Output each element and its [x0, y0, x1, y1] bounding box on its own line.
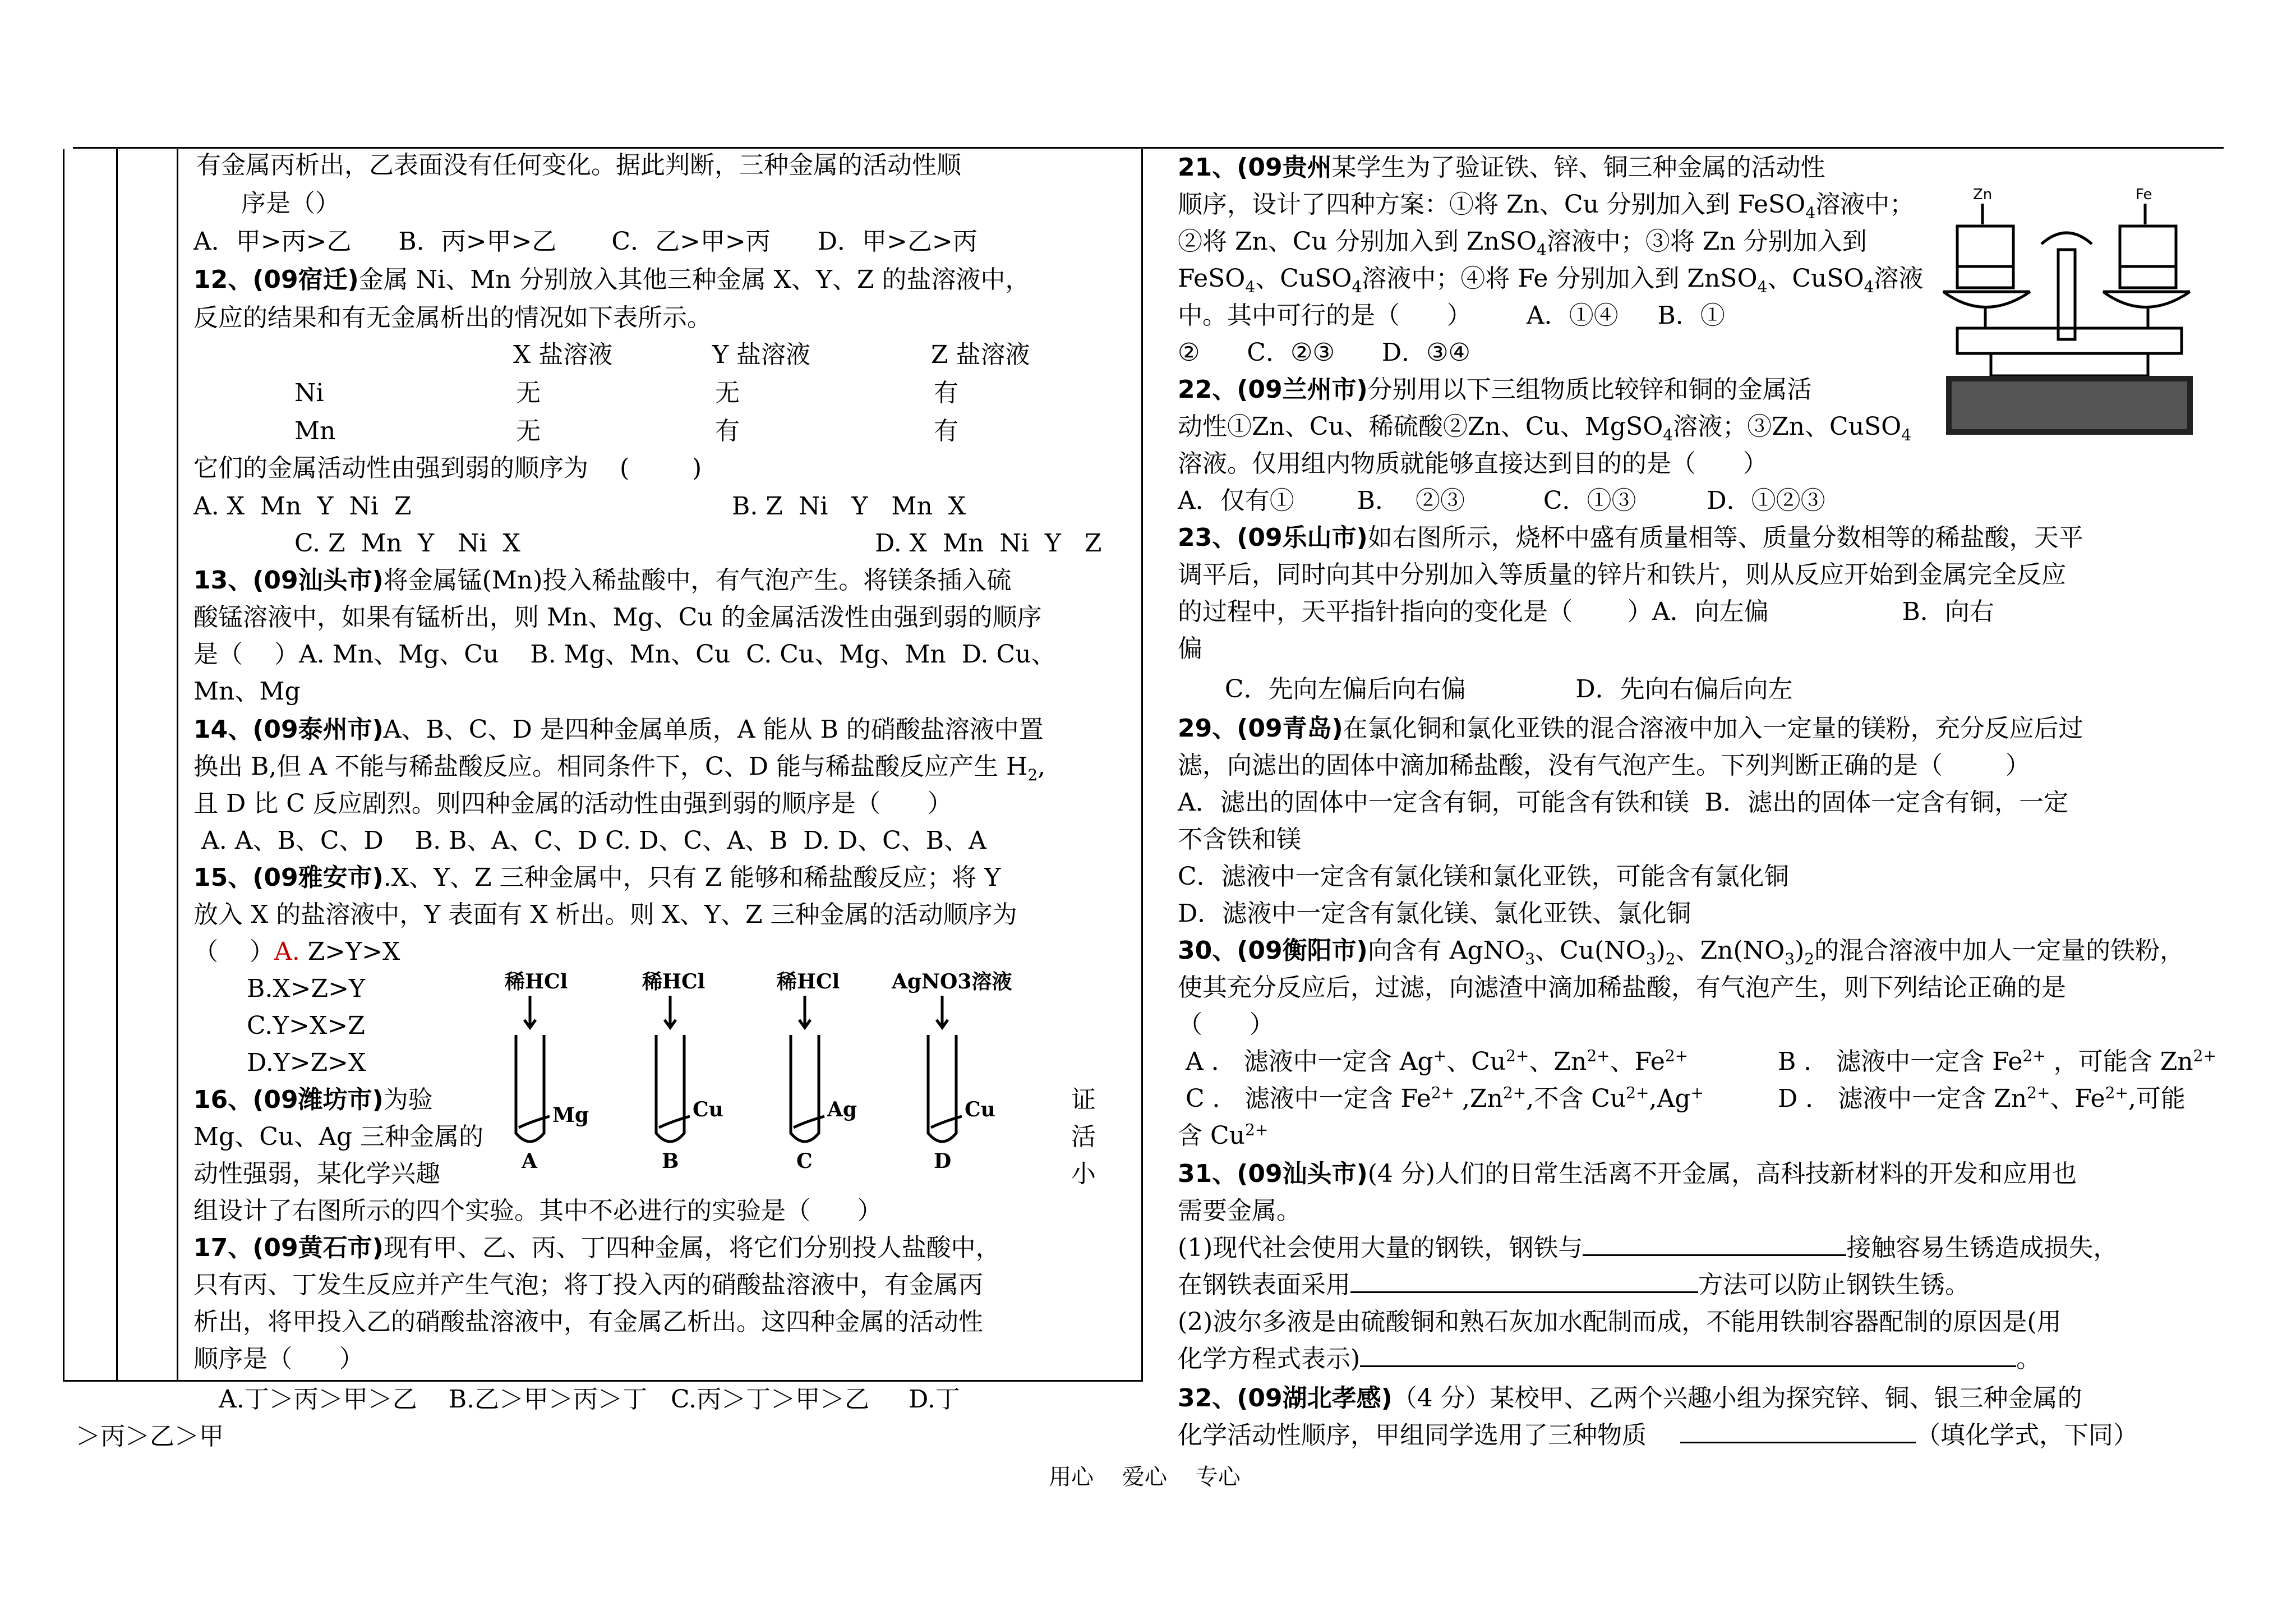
q12-stem-1: 金属 Ni、Mn 分别放入其他三种金属 X、Y、Z 的盐溶液中， — [358, 265, 1030, 294]
q15-text-1: .X、Y、Z 三种金属中，只有 Z 能够和稀盐酸反应；将 Y — [383, 863, 1001, 892]
q23-line-1 — [1178, 519, 2083, 556]
q30-line-2: 使其充分反应后，过滤，向滤渣中滴加稀盐酸，有气泡产生，则下列结论正确的是 — [1178, 973, 2066, 1002]
q16-text-3a: 动性强弱，某化学兴趣 — [193, 1160, 440, 1188]
q11-options: A．甲>丙>乙 B．丙>甲>乙 C．乙>甲>丙 D．甲>乙>丙 — [193, 227, 978, 256]
q31-line-3: (1)现代社会使用大量的钢铁，钢铁与 接触容易生锈造成损失， — [1178, 1230, 2118, 1267]
q22-line-2: 动性①Zn、Cu、稀硫酸②Zn、Cu、MgSO$_4$溶液；③Zn、CuSO$_4$ — [1178, 412, 1912, 444]
q29-number: 29、 — [1178, 714, 1237, 743]
fig-label-d: AgNO3溶液 — [892, 970, 1012, 993]
q16-source: (09潍坊市) — [252, 1085, 384, 1114]
q22-line-3: 溶液。仅用组内物质就能够直接达到目的的是（ ） — [1178, 449, 1768, 478]
q12-number: 12、 — [193, 265, 253, 294]
beaker-right — [2120, 226, 2176, 288]
q32-blank-1[interactable] — [1680, 1419, 1916, 1443]
q32-text-1: （4 分）某校甲、乙两个兴趣小组为探究锌、铜、银三种金属的 — [1392, 1384, 2082, 1413]
q14-line-3: 且 D 比 C 反应剧烈。则四种金属的活动性由强到弱的顺序是（ ） — [193, 789, 952, 818]
q31-line-4: 在钢铁表面采用 方法可以防止钢铁生锈。 — [1178, 1267, 1970, 1304]
q29-line-2: 滤，向滤出的固体中滴加稀盐酸，没有气泡产生。下列判断正确的是（ ） — [1178, 751, 2030, 780]
test-tube-figure — [499, 965, 1094, 1172]
q29-line-1 — [1178, 710, 2083, 747]
q21-text-1: 某学生为了验证铁、锌、铜三种金属的活动性 — [1331, 153, 1825, 182]
q17-options: A.丁＞丙＞甲＞乙 B.乙＞甲＞丙＞丁 C.丙＞丁＞甲＞乙 D.丁 — [219, 1385, 960, 1414]
q12-row-ni-y: 无 — [715, 379, 740, 407]
q21-text-2-end: 溶液中； — [1815, 190, 1915, 219]
q16-line-1 — [193, 1082, 433, 1119]
q22-line-1 — [1178, 371, 1812, 408]
q13-line-4: Mn、Mg — [193, 677, 301, 706]
q21-text-3: ②将 Zn、Cu 分别加入到 ZnSO — [1178, 227, 1537, 256]
q23-number: 23、 — [1178, 523, 1237, 552]
q21-line-2: 顺序，设计了四种方案：①将 Zn、Cu 分别加入到 FeSO$_4$溶液中； — [1178, 190, 1915, 222]
balance-figure — [1935, 182, 2204, 440]
q30-text-1b: 、Cu(NO — [1535, 936, 1646, 965]
q12-row-ni-z: 有 — [934, 379, 958, 407]
fig-label-b: 稀HCl — [642, 970, 706, 993]
q14-source: (09泰州市) — [252, 715, 384, 744]
q13-number: 13、 — [193, 566, 253, 595]
q12-row-mn-label: Mn — [294, 417, 336, 445]
q15-option-c: C.Y>X>Z — [247, 1011, 365, 1040]
q31-number: 31、 — [1178, 1160, 1237, 1188]
q13-line-2: 酸锰溶液中，如果有锰析出，则 Mn、Mg、Cu 的金属活泼性由强到弱的顺序 — [193, 603, 1042, 632]
q12-line-1 — [193, 261, 1030, 298]
q30-option-a: A ． 滤液中一定含 Ag+、$Cu^{2+}$、$Zn^{2+}$、$Fe^{2+}$ — [1178, 1046, 1689, 1076]
q21-line-6: ② C．②③ D．③④ — [1178, 338, 1471, 367]
q17-source: (09黄石市) — [252, 1234, 384, 1262]
q22-options: A．仅有① B． ②③ C．①③ D．①②③ — [1178, 486, 1825, 515]
q12-row-mn-z: 有 — [934, 417, 958, 445]
q21-number: 21、 — [1178, 153, 1237, 182]
q14-text-2: 换出 B,但 A 不能与稀盐酸反应。相同条件下，C、D 能与稀盐酸反应产生 H — [193, 752, 1028, 781]
q29-source: (09青岛) — [1237, 714, 1343, 743]
metal-b: Cu — [693, 1098, 723, 1121]
q30-source: (09衡阳市) — [1237, 936, 1368, 965]
q16-text-2b: 活 — [1071, 1122, 1096, 1151]
q31-blank-1[interactable] — [1583, 1232, 1846, 1256]
q17-number: 17、 — [193, 1234, 253, 1262]
q32-source: (09湖北孝感) — [1237, 1384, 1393, 1413]
metal-a: Mg — [552, 1103, 589, 1127]
q15-option-a — [193, 933, 400, 970]
q22-text-1: 分别用以下三组物质比较锌和铜的金属活 — [1367, 375, 1812, 404]
q30-text-1c: ) — [1656, 936, 1666, 965]
q23-source: (09乐山市) — [1237, 523, 1368, 552]
q15-line-1 — [193, 859, 1001, 896]
q22-text-2b: 溶液；③Zn、CuSO — [1673, 412, 1902, 441]
q12-option-a: A. X Mn Y Ni Z — [193, 492, 412, 521]
q15-paren: （ ） — [193, 937, 274, 966]
fig-label-c: 稀HCl — [777, 970, 840, 993]
q30-option-c: C ． 滤液中一定含 $Fe^{2+}$ $,Zn^{2+}$,不含 $Cu^{2+},Ag^+$ — [1178, 1083, 1704, 1113]
q21-line-4: FeSO$_4$、CuSO$_4$溶液中；④将 Fe 分别加入到 ZnSO$_4$、CuSO$_4$溶液 — [1178, 264, 1924, 296]
q12-header-z: Z 盐溶液 — [931, 341, 1030, 369]
tube-letter-a: A — [522, 1149, 537, 1172]
q30-line-1: 30、(09衡阳市)向含有 AgNO$_3$、$Cu(NO_3)_2$、$Zn(NO_3)_2$的混合溶液中加人一定量的铁粉， — [1178, 936, 2185, 968]
q11-line-1: 有金属丙析出，乙表面没有任何变化。据此判断，三种金属的活动性顺 — [196, 151, 961, 180]
q23-text-1: 如右图所示，烧杯中盛有质量相等、质量分数相等的稀盐酸，天平 — [1367, 523, 2083, 552]
q12-stem-2: 反应的结果和有无金属析出的情况如下表所示。 — [193, 303, 712, 332]
q12-row-mn-y: 有 — [715, 417, 740, 445]
q21-source: (09贵州 — [1237, 153, 1332, 182]
scale-column — [2058, 250, 2075, 339]
q29-text-1: 在氯化铜和氯化亚铁的混合溶液中加入一定量的镁粉，充分反应后过 — [1343, 714, 2083, 743]
q12-question: 它们的金属活动性由强到弱的顺序为 ( ) — [193, 454, 702, 482]
q14-text-1: A、B、C、D 是四种金属单质，A 能从 B 的硝酸盐溶液中置 — [383, 715, 1044, 744]
q31-line-5: (2)波尔多液是由硫酸铜和熟石灰加水配制而成，不能用铁制容器配制的原因是(用 — [1178, 1308, 2062, 1336]
q14-options: A. A、B、C、D B. B、A、C、D C. D、C、A、B D. D、C、B、A — [193, 826, 986, 855]
q17-line-4: 顺序是（ ） — [193, 1345, 364, 1373]
tube-letter-b: B — [662, 1149, 679, 1172]
q23-line-4: 偏 — [1178, 634, 1202, 663]
q12-source: (09宿迁) — [252, 265, 359, 294]
q17-options-cont: ＞丙＞乙＞甲 — [76, 1422, 224, 1451]
q30-option-d-cont: 含 $Cu^{2+}$ — [1178, 1120, 1269, 1150]
q15-option-b: B.X>Z>Y — [247, 974, 365, 1003]
q15-option-a-letter: A. — [274, 937, 300, 966]
q22-source: (09兰州市) — [1237, 375, 1368, 404]
q30-text-1f: 的混合溶液中加人一定量的铁粉， — [1814, 936, 2185, 965]
q22-text-2a: 动性①Zn、Cu、稀硫酸②Zn、Cu、MgSO — [1178, 412, 1663, 441]
q11-line-2: 序是（） — [241, 189, 340, 218]
q29-line-3: A．滤出的固体中一定含有铜，可能含有铁和镁 B．滤出的固体一定含有铜，一定 — [1178, 788, 2069, 817]
q12-option-c: C. Z Mn Y Ni X — [294, 529, 520, 558]
q16-text-3b: 小 — [1071, 1160, 1096, 1188]
q21-text-4: FeSO — [1178, 264, 1246, 293]
q12-option-d: D. X Mn Ni Y Z — [875, 529, 1102, 558]
q22-number: 22、 — [1178, 375, 1237, 404]
q21-text-4b: 、CuSO — [1255, 264, 1352, 293]
q31-text-1: (4 分)人们的日常生活离不开金属，高科技新材料的开发和应用也 — [1367, 1160, 2077, 1188]
margin-rule-1 — [116, 149, 118, 1380]
q13-source: (09汕头市) — [252, 566, 384, 595]
q16-number: 16、 — [193, 1085, 253, 1114]
q30-text-1e: ) — [1795, 936, 1805, 965]
balance-label-fe: Fe — [2136, 186, 2152, 203]
q21-text-3b: 溶液中；③将 Zn 分别加入到 — [1546, 227, 1867, 256]
q23-line-3: 的过程中，天平指针指向的变化是（ ）A．向左偏 B．向右 — [1178, 597, 1994, 626]
q30-option-b: B ． 滤液中一定含 $Fe^{2+}$ ，可能含 $Zn^{2+}$ — [1778, 1046, 2216, 1076]
q31-line-6: 化学方程式表示) 。 — [1178, 1341, 2041, 1378]
beaker-left — [1957, 226, 2013, 288]
margin-rule-2 — [177, 149, 178, 1380]
q32-line-1 — [1178, 1380, 2082, 1417]
q12-row-ni-label: Ni — [294, 379, 324, 407]
q12-option-b: B. Z Ni Y Mn X — [732, 492, 966, 521]
q31-source: (09汕头市) — [1237, 1160, 1368, 1188]
q21-text-4c: 溶液中；④将 Fe 分别加入到 ZnSO — [1362, 264, 1758, 293]
q14-number: 14、 — [193, 715, 253, 744]
q21-text-4d: 、CuSO — [1767, 264, 1864, 293]
q23-line-5: C．先向左偏后向右偏 D．先向右偏后向左 — [1178, 675, 1793, 703]
q32-number: 32、 — [1178, 1384, 1237, 1413]
q30-text-1: 向含有 AgNO — [1367, 936, 1525, 965]
metal-d: Cu — [965, 1098, 995, 1121]
q31-line-1 — [1178, 1156, 2077, 1193]
q29-line-5: C．滤液中一定含有氯化镁和氯化亚铁，可能含有氯化铜 — [1178, 862, 1789, 891]
q13-line-1 — [193, 562, 1011, 599]
q17-line-3: 析出，将甲投入乙的硝酸盐溶液中，有金属乙析出。这四种金属的活动性 — [193, 1308, 983, 1336]
scale-dial — [2041, 233, 2092, 244]
q16-line-4: 组设计了右图所示的四个实验。其中不必进行的实验是（ ） — [193, 1197, 882, 1225]
q15-number: 15、 — [193, 863, 253, 892]
tube-letter-c: C — [796, 1149, 813, 1172]
q32-line-2: 化学活动性顺序，甲组同学选用了三种物质 （填化学式，下同） — [1178, 1417, 2138, 1454]
q14-line-2: 换出 B,但 A 不能与稀盐酸反应。相同条件下，C、D 能与稀盐酸反应产生 $H_2$, — [193, 752, 1046, 784]
q15-line-2: 放入 X 的盐溶液中，Y 表面有 X 析出。则 X、Y、Z 三种金属的活动顺序为 — [193, 900, 1017, 929]
q16-text-1a: 为验 — [383, 1085, 433, 1114]
q21-text-4e: 溶液 — [1874, 264, 1924, 293]
q30-text-1d: 、Zn(NO — [1675, 936, 1785, 965]
q31-blank-3[interactable] — [1360, 1343, 2016, 1367]
q13-text-1: 将金属锰(Mn)投入稀盐酸中，有气泡产生。将镁条插入硫 — [383, 566, 1012, 595]
q21-line-5: 中。其中可行的是（ ） A．①④ B．① — [1178, 301, 1725, 330]
q15-option-a-text: Z>Y>X — [299, 937, 400, 966]
page-footer: 用心 爱心 专心 — [1049, 1464, 1241, 1490]
fig-label-a: 稀HCl — [505, 970, 568, 993]
q12-row-ni-x: 无 — [516, 379, 541, 407]
balance-label-zn: Zn — [1973, 186, 1993, 203]
q13-line-3: 是（ ）A. Mn、Mg、Cu B. Mg、Mn、Cu C. Cu、Mg、Mn D. Cu、 — [193, 640, 1056, 669]
q30-option-d: D ． 滤液中一定含 $Zn^{2+}$、$Fe^{2+}$,可能 — [1778, 1083, 2186, 1113]
q29-line-4: 不含铁和镁 — [1178, 825, 1301, 854]
tube-letter-d: D — [934, 1149, 952, 1172]
q31-blank-2[interactable] — [1350, 1269, 1698, 1293]
q21-text-2: 顺序，设计了四种方案：①将 Zn、Cu 分别加入到 FeSO — [1178, 190, 1806, 219]
q14-line-1 — [193, 711, 1044, 748]
q17-line-1 — [193, 1230, 1001, 1267]
q21-line-3: ②将 Zn、Cu 分别加入到 ZnSO$_4$溶液中；③将 Zn 分别加入到 — [1178, 227, 1867, 259]
q30-line-3: （ ） — [1178, 1010, 1274, 1039]
q12-header-x: X 盐溶液 — [513, 341, 613, 369]
q21-line-1 — [1178, 149, 1825, 186]
metal-c: Ag — [827, 1098, 857, 1121]
q17-text-1: 现有甲、乙、丙、丁四种金属，将它们分别投人盐酸中， — [383, 1234, 1001, 1262]
q30-number: 30、 — [1178, 936, 1237, 965]
q29-line-6: D．滤液中一定含有氯化镁、氯化亚铁、氯化铜 — [1178, 899, 1691, 928]
q16-text-2a: Mg、Cu、Ag 三种金属的 — [193, 1122, 484, 1151]
q12-row-mn-x: 无 — [516, 417, 541, 445]
q15-source: (09雅安市) — [252, 863, 384, 892]
q17-line-2: 只有丙、丁发生反应并产生气泡；将丁投入丙的硝酸盐溶液中，有金属丙 — [193, 1271, 983, 1299]
q31-line-2: 需要金属。 — [1178, 1197, 1301, 1225]
q12-header-y: Y 盐溶液 — [712, 341, 811, 369]
q16-text-1b: 证 — [1071, 1085, 1096, 1114]
q15-option-d: D.Y>Z>X — [247, 1048, 366, 1077]
q23-line-2: 调平后，同时向其中分别加入等质量的锌片和铁片，则从反应开始到金属完全反应 — [1178, 560, 2066, 589]
